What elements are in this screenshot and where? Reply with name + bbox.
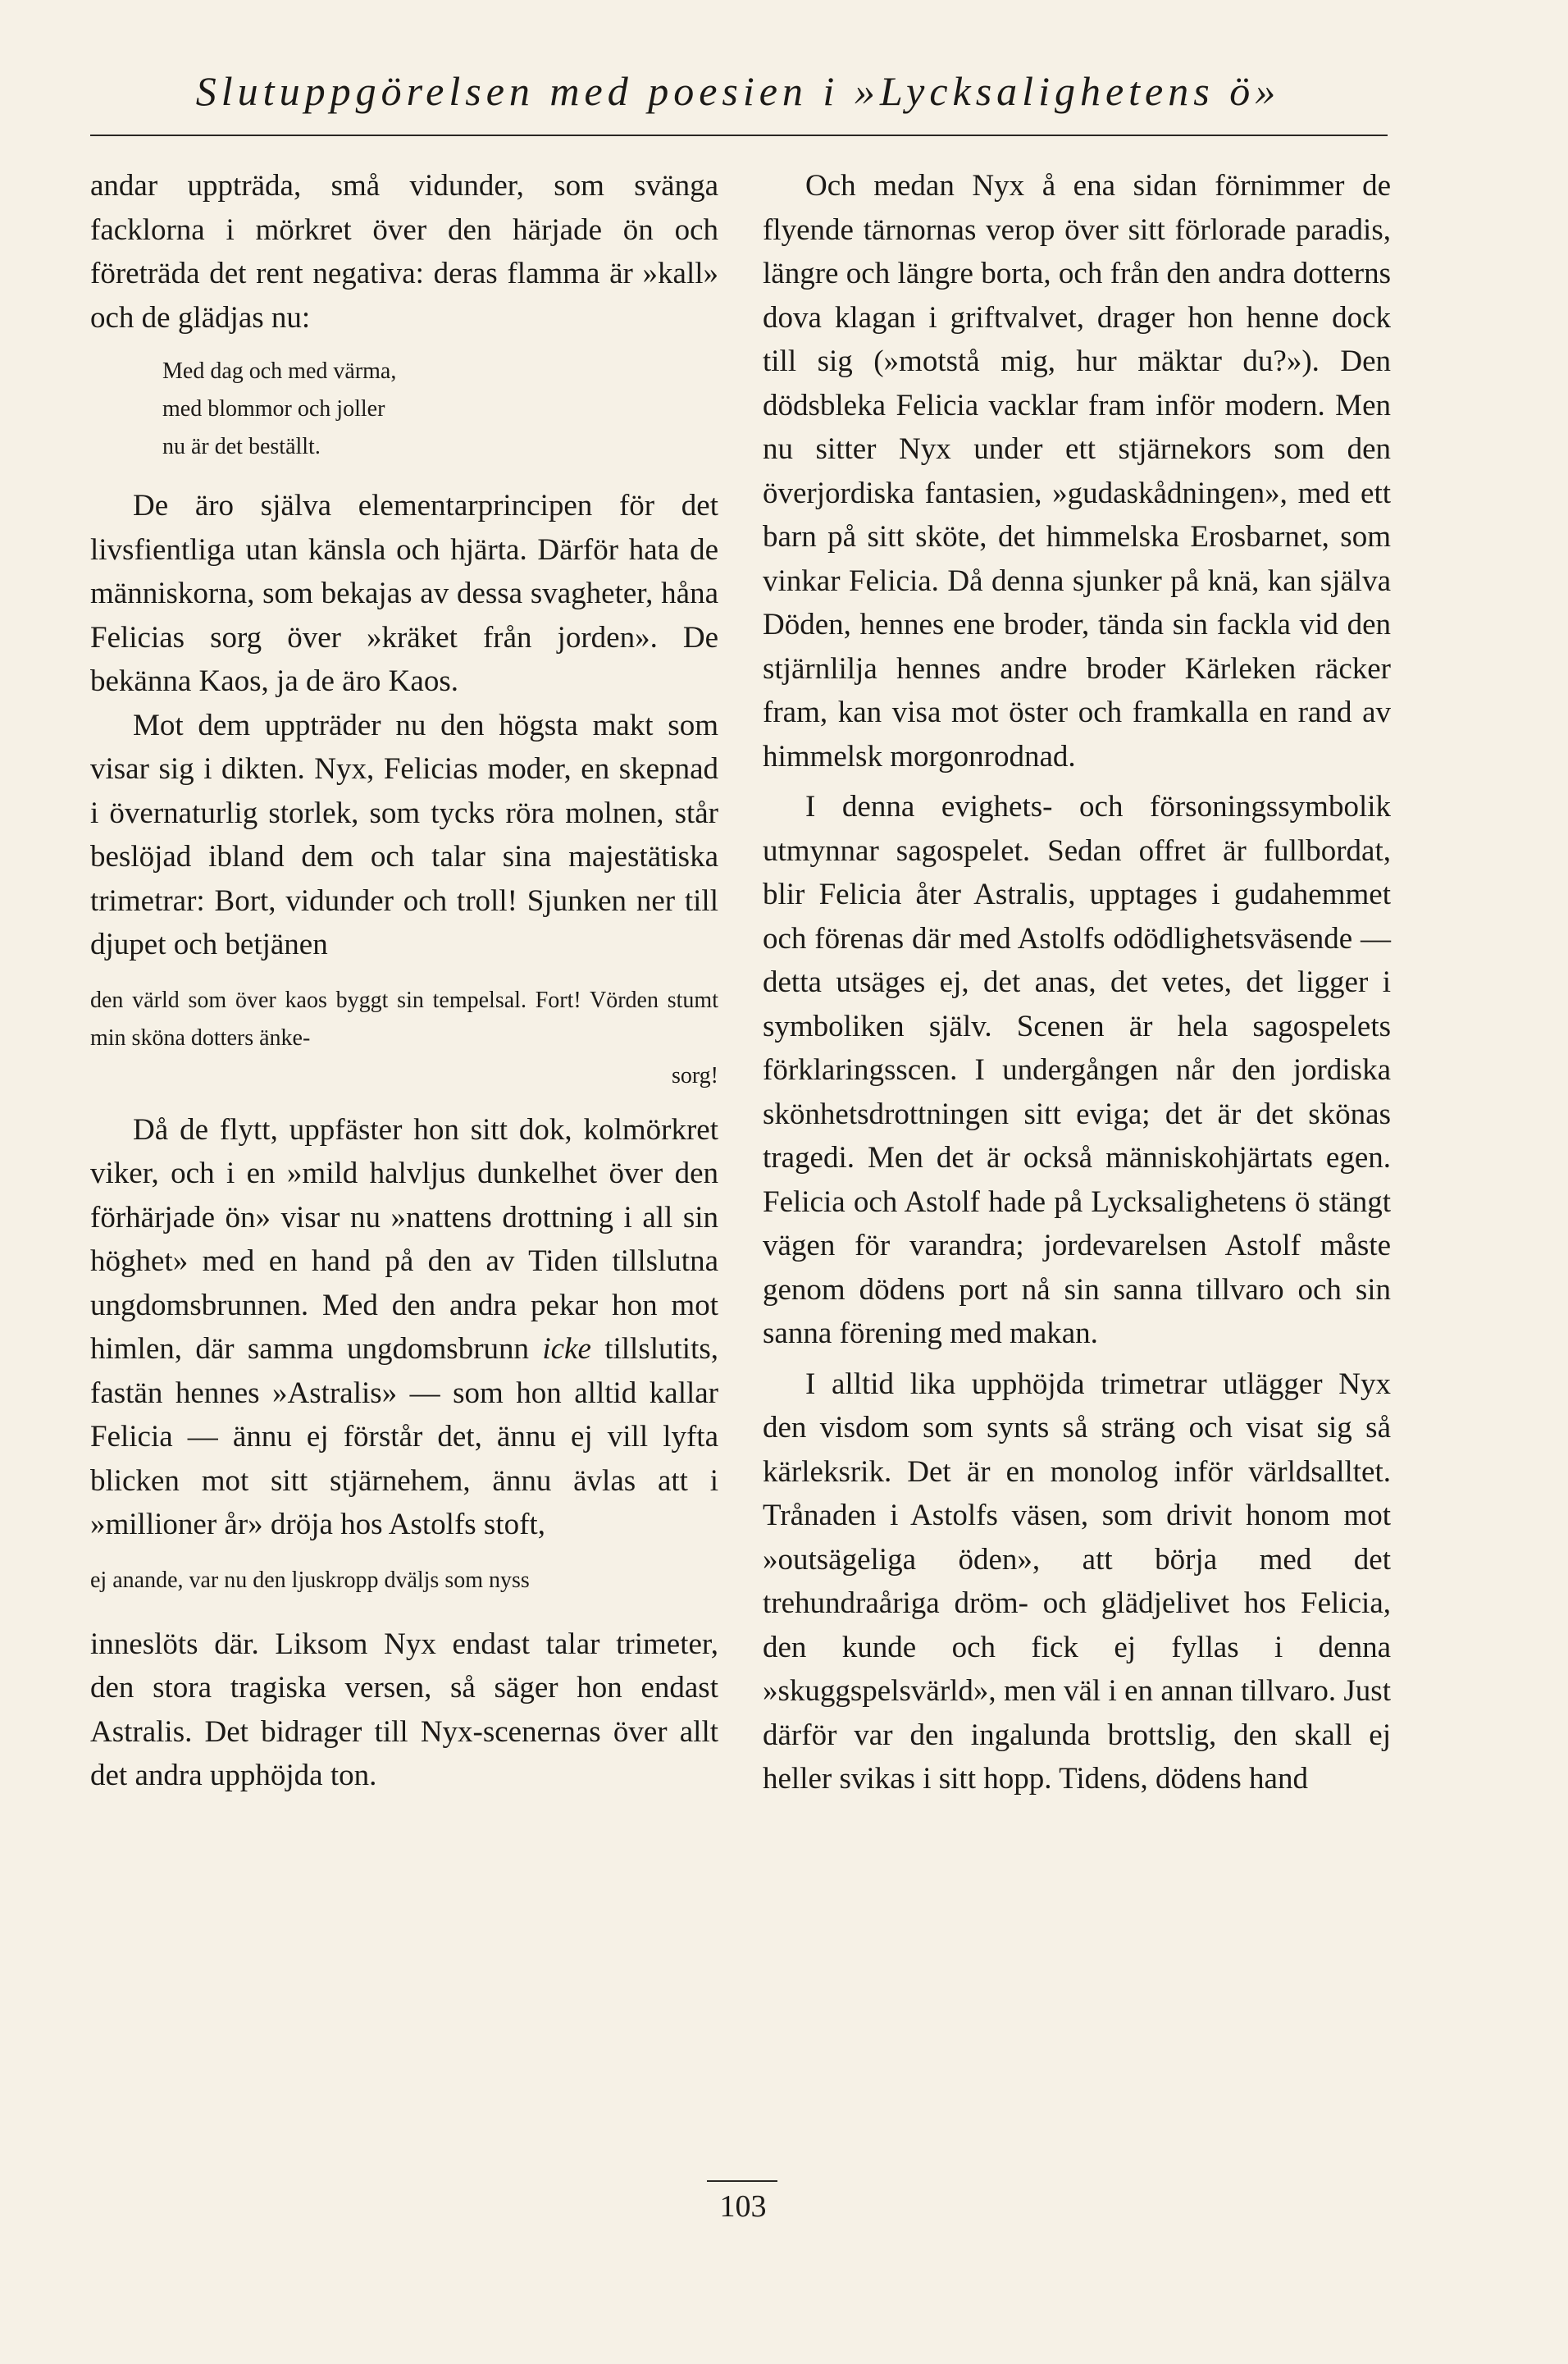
- verse-quote-1: [90, 353, 718, 466]
- verse-text-end: sorg!: [671, 1062, 718, 1088]
- left-paragraph-2: De äro själva elementarprincipen för det livsfientliga utan känsla och hjärta. Därför hata de människorna, som bekajas av dessa svagheter, håna Felicias sorg över »kräket från jorden». De bekänna Kaos, ja de äro Kaos.: [90, 489, 718, 698]
- right-column: [763, 164, 1391, 1801]
- left-paragraph-1: andar uppträda, små vidunder, som svänga facklorna i mörkret över den härjade ön och företräda det rent negativa: deras flamma är »kall» och de glädjas nu:: [90, 169, 718, 335]
- verse-quote-2: [90, 982, 718, 1095]
- verse-line: nu är det beställt.: [162, 434, 321, 459]
- verse-line: Med dag och med värma,: [162, 358, 397, 384]
- footer-rule: [707, 2180, 777, 2182]
- left-paragraph-5: inneslöts där. Liksom Nyx endast talar trimeter, den stora tragiska versen, så säger hon endast Astralis. Det bidrager till Nyx-scenernas över allt det andra upphöjda ton.: [90, 1627, 718, 1792]
- left-column: [90, 164, 718, 1798]
- emphasis-text: icke: [542, 1332, 591, 1366]
- right-paragraph-3: I alltid lika upphöjda trimetrar utlägger Nyx den visdom som synts så sträng och visat sig så kärleksrik. Det är en monolog inför världsalltet. Trånaden i Astolfs väsen, som drivit honom mot »outsägeliga öden», att börja med det trehundraåriga dröm- och glädjelivet hos Felicia, den kunde och fick ej fyllas i denna »skuggspelsvärld», men väl i en annan tillvaro. Just därför var den ingalunda brottslig, den skall ej heller svikas i sitt hopp. Tidens, dödens hand: [763, 1367, 1391, 1796]
- right-paragraph-1: Och medan Nyx å ena sidan förnimmer de flyende tärnornas verop över sitt förlorade paradis, längre och längre borta, och från den andra dotterns dova klagan i griftvalvet, drager hon henne dock till sig (»motstå mig, hur mäktar du?»). Den dödsbleka Felicia vacklar fram inför modern. Men nu sitter Nyx under ett stjärnekors som den överjordiska fantasien, »gudaskådningen», med ett barn på sitt sköte, det himmelska Erosbarnet, som vinkar Felicia. Då denna sjunker på knä, kan själva Döden, hennes ene broder, tända sin fackla vid den stjärnlilja hennes andre broder Kärleken räcker fram, kan visa mot öster och framkalla en rand av himmelsk morgonrodnad.: [763, 169, 1391, 774]
- header-rule: [90, 135, 1388, 136]
- right-paragraph-2: I denna evighets- och försoningssymbolik utmynnar sagospelet. Sedan offret är fullbordat, blir Felicia åter Astralis, upptages i gudahemmet och förenas där med Astolfs odödlighetsväsende — detta utsäges ej, det anas, det vetes, det ligger i symboliken själv. Scenen är hela sagospelets förklaringsscen. I undergången når den jordiska skönhetsdrottningen sitt eviga; det är det skönas tragedi. Men det är också människohjärtats egen. Felicia och Astolf hade på Lycksalighetens ö stängt vägen för varandra; jordevarelsen Astolf måste genom dödens port nå sin sanna tillvaro och sin sanna förening med makan.: [763, 790, 1391, 1350]
- page-number: 103: [719, 2189, 767, 2224]
- verse-text: den värld som över kaos byggt sin tempelsal. Fort! Vörden stumt min sköna dotters änke-: [90, 987, 718, 1051]
- left-paragraph-4: [90, 1108, 718, 1547]
- paragraph-text: tillslutits, fastän hennes »Astralis» — som hon alltid kallar Felicia — ännu ej förstår det, ännu ej vill lyfta blicken mot sitt stjärnehem, ännu ävlas att i »millioner år» dröja hos Astolfs stoft,: [90, 1332, 718, 1541]
- left-paragraph-3: Mot dem uppträder nu den högsta makt som visar sig i dikten. Nyx, Felicias moder, en skepnad i övernaturlig storlek, som tycks röra molnen, står beslöjad ibland dem och talar sina majestätiska trimetrar: Bort, vidunder och troll! Sjunken ner till djupet och betjänen: [90, 708, 718, 961]
- verse-quote-3: ej anande, var nu den ljuskropp dväljs som nyss: [90, 1567, 530, 1593]
- paragraph-text: Då de flytt, uppfäster hon sitt dok, kolmörkret viker, och i en »mild halvljus dunkelhet över den förhärjade ön» visar nu »nattens drottning i all sin höghet» med en hand på den av Tiden tillslutna ungdomsbrunnen. Med den andra pekar hon mot himlen, där samma ungdomsbrunn: [90, 1112, 718, 1366]
- verse-line: med blommor och joller: [162, 396, 385, 422]
- running-header: Slutuppgörelsen med poesien i »Lycksalighetens ö»: [195, 68, 1281, 114]
